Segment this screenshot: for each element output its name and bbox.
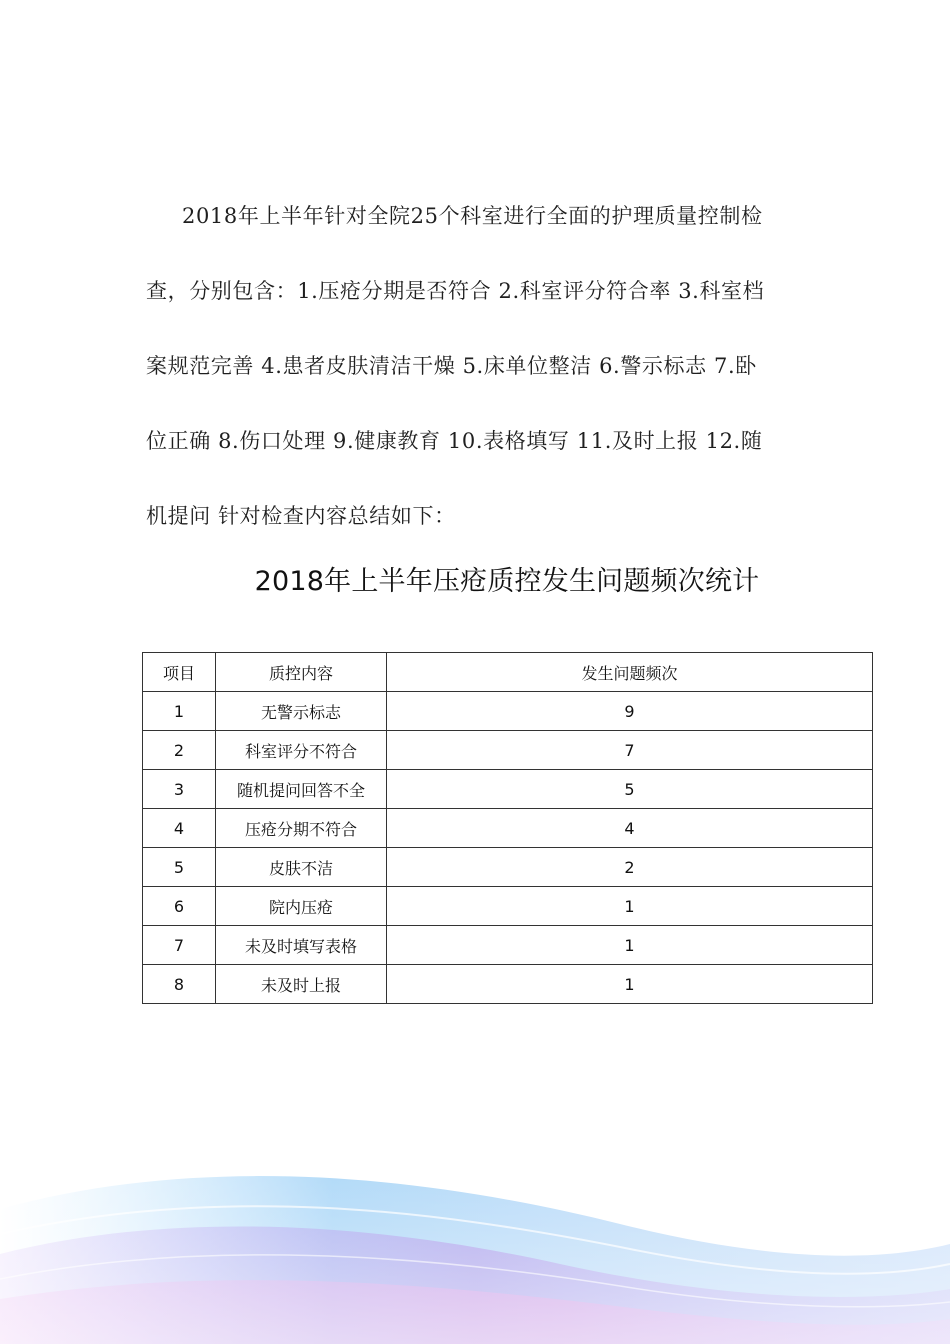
cell-item-number: 4 (143, 809, 216, 848)
cell-quality-item: 随机提问回答不全 (216, 770, 387, 809)
intro-paragraph-line-2: 查，分别包含：1.压疮分期是否符合 2.科室评分符合率 3.科室档 (146, 279, 765, 303)
cell-quality-item: 无警示标志 (216, 692, 387, 731)
intro-paragraph-line-4: 位正确 8.伤口处理 9.健康教育 10.表格填写 11.及时上报 12.随 (146, 429, 763, 453)
cell-item-number: 5 (143, 848, 216, 887)
cell-quality-item: 科室评分不符合 (216, 731, 387, 770)
cell-quality-item: 未及时上报 (216, 965, 387, 1004)
intro-paragraph-line-5: 机提问 针对检查内容总结如下： (146, 504, 456, 528)
decorative-wave-footer (0, 1114, 950, 1344)
cell-item-number: 6 (143, 887, 216, 926)
cell-quality-item: 院内压疮 (216, 887, 387, 926)
header-item-number: 项目 (143, 653, 216, 692)
table-row (143, 887, 873, 926)
cell-frequency: 1 (387, 926, 873, 965)
cell-quality-item: 压疮分期不符合 (216, 809, 387, 848)
header-frequency: 发生问题频次 (387, 653, 873, 692)
table-row (143, 926, 873, 965)
frequency-table (142, 652, 873, 1004)
table-header-row (143, 653, 873, 692)
cell-quality-item: 皮肤不洁 (216, 848, 387, 887)
table-row (143, 809, 873, 848)
cell-quality-item: 未及时填写表格 (216, 926, 387, 965)
cell-frequency: 7 (387, 731, 873, 770)
cell-item-number: 3 (143, 770, 216, 809)
cell-frequency: 1 (387, 965, 873, 1004)
table-row (143, 731, 873, 770)
cell-frequency: 4 (387, 809, 873, 848)
cell-frequency: 2 (387, 848, 873, 887)
cell-item-number: 7 (143, 926, 216, 965)
table-row (143, 770, 873, 809)
table-row (143, 965, 873, 1004)
header-quality-item: 质控内容 (216, 653, 387, 692)
cell-item-number: 1 (143, 692, 216, 731)
table-row (143, 848, 873, 887)
table-title: 2018年上半年压疮质控发生问题频次统计 (254, 566, 760, 597)
cell-frequency: 1 (387, 887, 873, 926)
intro-paragraph-line-1: 2018年上半年针对全院25个科室进行全面的护理质量控制检 (182, 204, 763, 228)
cell-item-number: 8 (143, 965, 216, 1004)
intro-paragraph-line-3: 案规范完善 4.患者皮肤清洁干燥 5.床单位整洁 6.警示标志 7.卧 (146, 354, 757, 378)
cell-item-number: 2 (143, 731, 216, 770)
table-row (143, 692, 873, 731)
cell-frequency: 9 (387, 692, 873, 731)
cell-frequency: 5 (387, 770, 873, 809)
